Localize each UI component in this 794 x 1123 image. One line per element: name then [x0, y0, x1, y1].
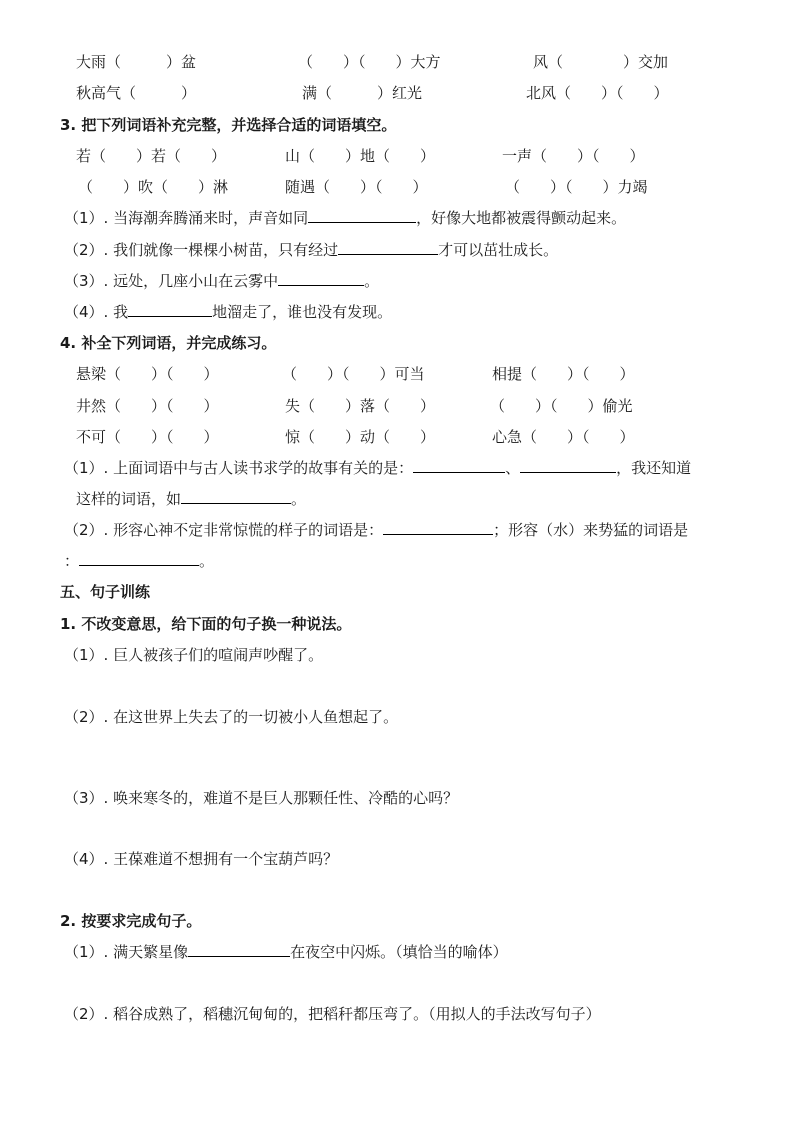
q3-cell: 随遇（ ）（ ） [285, 178, 428, 196]
s5-q2-item-1: （1）. 满天繁星像 在夜空中闪烁。（填恰当的喻体） [64, 943, 508, 961]
answer-blank[interactable] [338, 240, 438, 255]
q3-item-4: （4）. 我 地溜走了，谁也没有发现。 [64, 303, 393, 321]
answer-blank[interactable] [413, 458, 505, 473]
idiom-cell: 北风（ ）（ ） [526, 84, 669, 102]
q3-title: 3. 把下列词语补充完整，并选择合适的词语填空。 [60, 116, 397, 134]
answer-blank[interactable] [278, 271, 364, 286]
s5-q2-title: 2. 按要求完成句子。 [60, 912, 202, 930]
q4-cell: 不可（ ）（ ） [76, 428, 219, 446]
q4-cell: 相提（ ）（ ） [492, 365, 635, 383]
idiom-cell: 大雨（ ）盆 [76, 53, 197, 71]
q3-cell: 一声（ ）（ ） [502, 147, 645, 165]
q3-cell: （ ）吹（ ）淋 [78, 178, 229, 196]
q3-item-1: （1）. 当海潮奔腾涌来时，声音如同 ，好像大地都被震得颤动起来。 [64, 209, 627, 227]
idiom-cell: 风（ ）交加 [533, 53, 669, 71]
s5-q1-item-2: （2）. 在这世界上失去了的一切被小人鱼想起了。 [64, 708, 399, 726]
idiom-cell: （ ）（ ）大方 [298, 53, 441, 71]
answer-blank[interactable] [181, 489, 291, 504]
q4-cell: 悬梁（ ）（ ） [76, 365, 219, 383]
idiom-cell: 满（ ）红光 [302, 84, 423, 102]
s5-q1-item-3: （3）. 唤来寒冬的，难道不是巨人那颗任性、冷酷的心吗？ [64, 789, 459, 807]
q4-item-1-cont: 这样的词语，如 。 [76, 490, 307, 508]
answer-blank[interactable] [520, 458, 616, 473]
s5-q2-item-2: （2）. 稻谷成熟了，稻穗沉甸甸的，把稻秆都压弯了。（用拟人的手法改写句子） [64, 1005, 601, 1023]
q4-item-2: （2）. 形容心神不定非常惊慌的样子的词语是： ；形容（水）来势猛的词语是 [64, 521, 689, 539]
s5-q1-title: 1. 不改变意思，给下面的句子换一种说法。 [60, 615, 352, 633]
q4-cell: （ ）（ ）偷光 [490, 397, 633, 415]
q4-cell: 惊（ ）动（ ） [285, 428, 436, 446]
answer-blank[interactable] [188, 942, 290, 957]
s5-q1-item-4: （4）. 王葆难道不想拥有一个宝葫芦吗？ [64, 850, 339, 868]
answer-blank[interactable] [79, 551, 199, 566]
idiom-cell: 秋高气（ ） [76, 84, 197, 102]
q4-item-1: （1）. 上面词语中与古人读书求学的故事有关的是： 、 ，我还知道 [64, 459, 692, 477]
answer-blank[interactable] [128, 302, 212, 317]
q3-cell: 山（ ）地（ ） [285, 147, 436, 165]
q3-cell: 若（ ）若（ ） [76, 147, 227, 165]
q3-item-3: （3）. 远处，几座小山在云雾中 。 [64, 272, 380, 290]
s5-q1-item-1: （1）. 巨人被孩子们的喧闹声吵醒了。 [64, 646, 324, 664]
q4-cell: 失（ ）落（ ） [285, 397, 436, 415]
answer-blank[interactable] [383, 520, 493, 535]
q4-item-2-cont: ： 。 [64, 552, 215, 570]
q3-item-2: （2）. 我们就像一棵棵小树苗，只有经过 才可以茁壮成长。 [64, 241, 559, 259]
q4-cell: 心急（ ）（ ） [492, 428, 635, 446]
q4-title: 4. 补全下列词语，并完成练习。 [60, 334, 277, 352]
q3-cell: （ ）（ ）力竭 [505, 178, 648, 196]
section-5-title: 五、句子训练 [60, 583, 151, 601]
q4-cell: 井然（ ）（ ） [76, 397, 219, 415]
answer-blank[interactable] [308, 208, 416, 223]
q4-cell: （ ）（ ）可当 [282, 365, 425, 383]
